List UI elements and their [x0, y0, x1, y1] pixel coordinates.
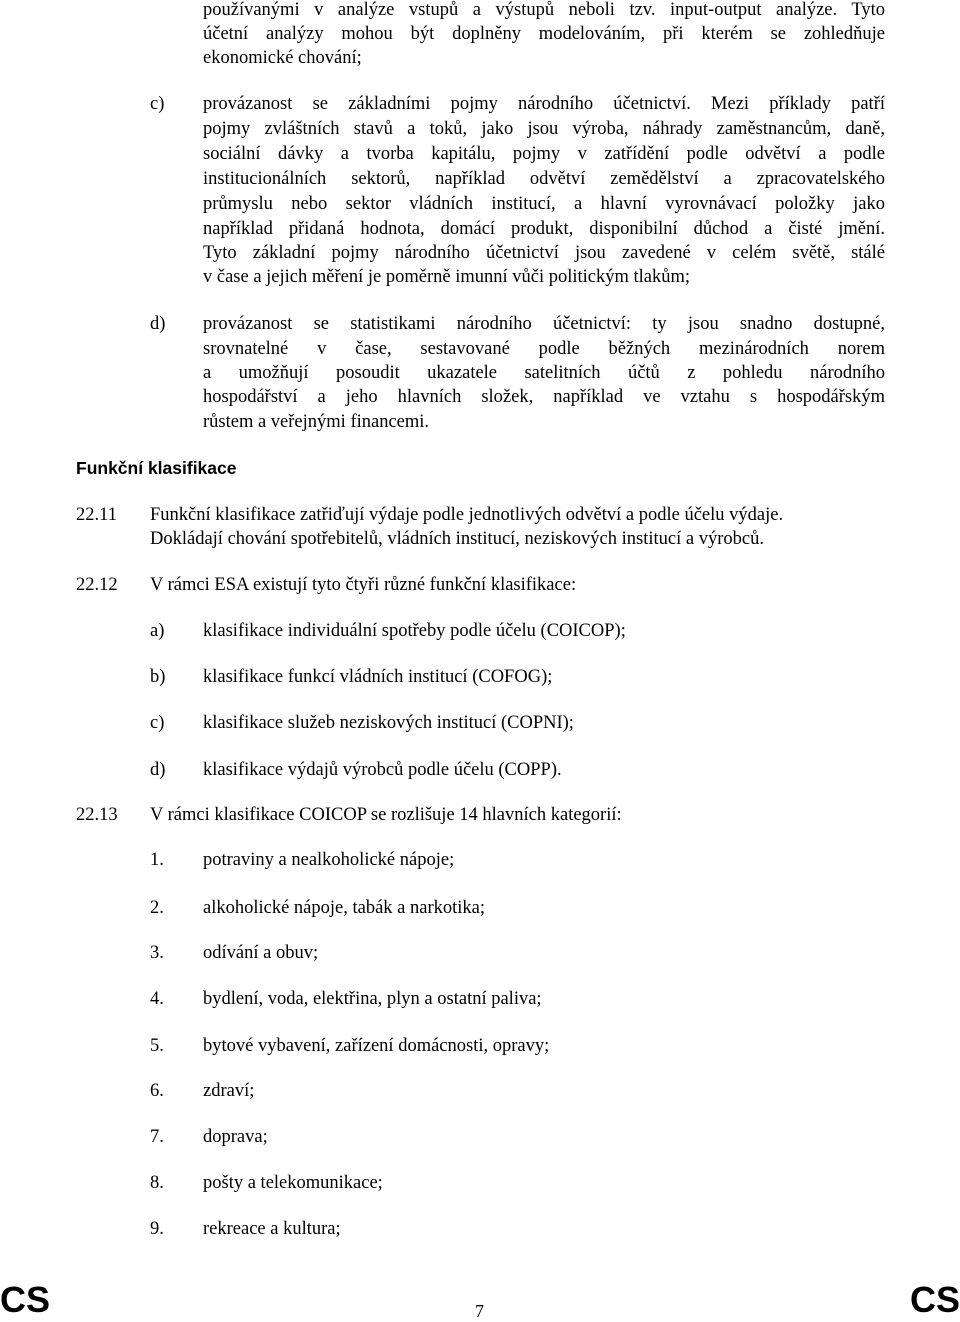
list-label: d) [150, 760, 166, 780]
list-label: 8. [150, 1173, 164, 1193]
list-label: c) [150, 713, 165, 733]
footer-language-code-right: CS [909, 1279, 960, 1320]
item-c-line: sociální dávky a tvorba kapitálu, pojmy v zatřídění podle odvětví a podle [203, 144, 885, 164]
para-22-13-text: V rámci klasifikace COICOP se rozlišuje 14 hlavních kategorií: [150, 805, 622, 825]
item-d-line: a umožňují posoudit ukazatele satelitních účtů z pohledu národního [203, 363, 885, 383]
list-item: klasifikace služeb neziskových institucí (COPNI); [203, 713, 574, 733]
list-label: 6. [150, 1081, 164, 1101]
para-22-11-line: Dokládají chování spotřebitelů, vládních institucí, neziskových institucí a výrobců. [150, 529, 764, 549]
item-d-line: růstem a veřejnými financemi. [203, 412, 430, 432]
list-label: b) [150, 667, 166, 687]
section-heading: Funkční klasifikace [76, 458, 237, 478]
item-c-line: Tyto základní pojmy národního účetnictví jsou zavedené v celém světě, stálé [203, 243, 885, 263]
list-item: potraviny a nealkoholické nápoje; [203, 850, 455, 870]
list-label-c: c) [150, 94, 165, 114]
list-item: klasifikace výdajů výrobců podle účelu (COPP). [203, 760, 562, 780]
list-label: 9. [150, 1219, 164, 1239]
list-item: klasifikace funkcí vládních institucí (COFOG); [203, 667, 553, 687]
item-c-line: například přidaná hodnota, domácí produkt, disponibilní důchod a čisté jmění. [203, 219, 885, 239]
top-paragraph-line: používanými v analýze vstupů a výstupů neboli tzv. input-output analýze. Tyto [203, 0, 885, 20]
list-label: 4. [150, 989, 164, 1009]
item-c-line: institucionálních sektorů, například odvětví zemědělství a zpracovatelského [203, 169, 885, 189]
list-item: odívání a obuv; [203, 943, 319, 963]
paragraph-number-22-11: 22.11 [76, 505, 117, 525]
page-number: 7 [475, 1301, 484, 1321]
list-item: doprava; [203, 1127, 268, 1147]
list-label: a) [150, 621, 165, 641]
list-item: bydlení, voda, elektřina, plyn a ostatní paliva; [203, 989, 542, 1009]
list-label-d: d) [150, 314, 166, 334]
para-22-11-line: Funkční klasifikace zatřiďují výdaje podle jednotlivých odvětví a podle účelu výdaje. [150, 505, 784, 525]
para-22-12-text: V rámci ESA existují tyto čtyři různé funkční klasifikace: [150, 575, 577, 595]
footer-language-code-left: CS [0, 1279, 51, 1320]
list-label: 3. [150, 943, 164, 963]
item-d-line: srovnatelné v čase, sestavované podle běžných mezinárodních norem [203, 339, 885, 359]
list-label: 5. [150, 1036, 164, 1056]
list-item: pošty a telekomunikace; [203, 1173, 383, 1193]
list-item: zdraví; [203, 1081, 255, 1101]
list-label: 2. [150, 898, 164, 918]
list-item: klasifikace individuální spotřeby podle účelu (COICOP); [203, 621, 626, 641]
item-c-line: v čase a jejich měření je poměrně imunní vůči politickým tlakům; [203, 267, 691, 287]
item-d-line: hospodářství a jeho hlavních složek, například ve vztahu s hospodářským [203, 387, 885, 407]
paragraph-number-22-13: 22.13 [76, 805, 118, 825]
item-d-line: provázanost se statistikami národního účetnictví: ty jsou snadno dostupné, [203, 314, 885, 334]
list-item: rekreace a kultura; [203, 1219, 341, 1239]
paragraph-number-22-12: 22.12 [76, 575, 118, 595]
list-item: alkoholické nápoje, tabák a narkotika; [203, 898, 486, 918]
top-paragraph-line: účetní analýzy mohou být doplněny modelováním, při kterém se zohledňuje [203, 24, 885, 44]
list-label: 1. [150, 850, 164, 870]
item-c-line: průmyslu nebo sektor vládních institucí, a hlavní vyrovnávací položky jako [203, 194, 885, 214]
item-c-line: provázanost se základními pojmy národního účetnictví. Mezi příklady patří [203, 94, 885, 114]
list-label: 7. [150, 1127, 164, 1147]
top-paragraph-line: ekonomické chování; [203, 48, 362, 68]
item-c-line: pojmy zvláštních stavů a toků, jako jsou výroba, náhrady zaměstnancům, daně, [203, 119, 885, 139]
list-item: bytové vybavení, zařízení domácnosti, opravy; [203, 1036, 550, 1056]
